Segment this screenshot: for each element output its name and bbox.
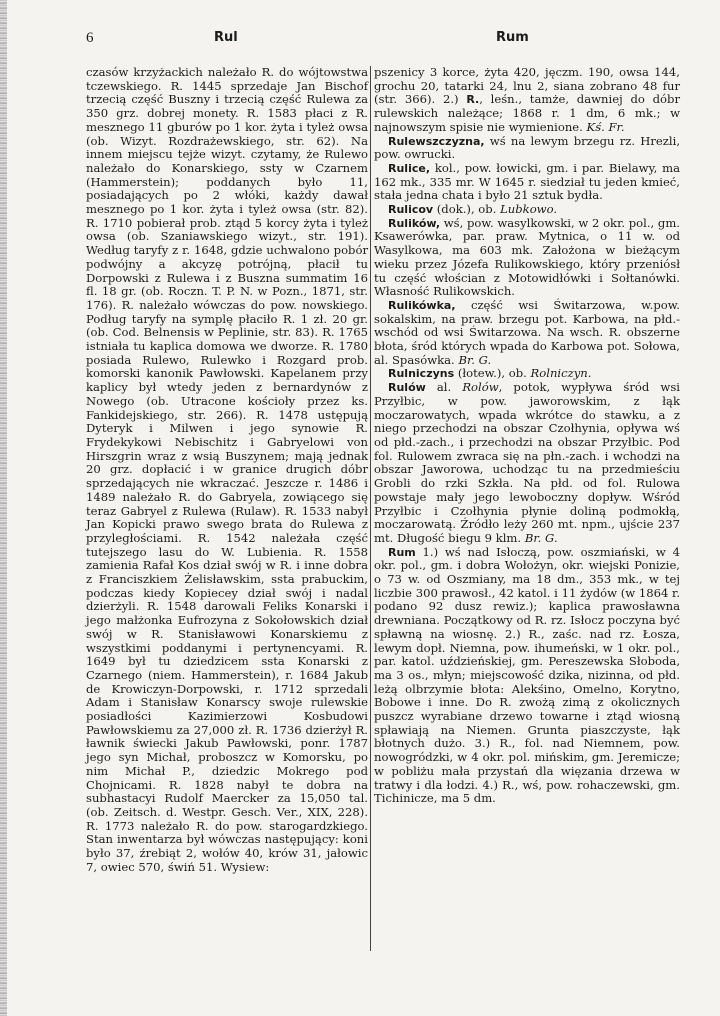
entry-rulewszczyzna bbox=[374, 135, 680, 162]
headword: Rulice, bbox=[388, 161, 431, 175]
author-signature: Br. G. bbox=[458, 352, 492, 367]
headword: R. bbox=[466, 93, 480, 107]
entry-text: kol., pow. łowicki, gm. i par. Bielawy, ma 162 mk., 335 mr. W 1645 r. siedział tu jeden kmieć, stała jedna chata i było 21 sztuk bydła. bbox=[374, 160, 680, 203]
left-column-text: czasów krzyżackich należało R. do wójtowstwa tczewskiego. R. 1445 sprzedaje Jan Bischof trzecią część Buszny i trzecią część Rulewa za 350 grz. dobrej monety. R. 1583 płaci z R. mesznego 11 gburów po 1 kor. żyta i tyleż owsa (ob. Wizyt. Rozdrażewskiego, str. 62). Na innem miejscu tejże wizyt. czytamy, że Rulewo należało do Konarskiego, ssty w Czarnem (Hammerstein); poddanych było 11, posiadających po 2 włóki, każdy dawał mesznego po 1 kor. żyta i tyleż owsa (str. 82). R. 1710 pobierał prob. ztąd 5 korcy żyta i tyleż owsa (ob. Szaniawskiego wizyt., str. 191). Według taryfy z r. 1648, gdzie uchwalono pobór podwójny a akcyzę potrójną, płacił tu Dorpowski z Rulewa i z Buszna summatim 16 fl. 18 gr. (ob. Roczn. T. P. N. w Pozn., 1871, str. 176). R. należało wówczas do pow. nowskiego. Podług taryfy na symplę płaciło R. 1 zł. 20 gr. (ob. Cod. Belnensis w Peplinie, str. 83). R. 1765 istniała tu kaplica domowa we dworze. R. 1780 posiada Rulewo, Rulewko i Rozgard prob. komorski kanonik Pawłowski. Kapelanem przy kaplicy był wtedy jeden z bernardynów z Nowego (ob. Utracone kościoły przez ks. Fankidejskiego, str. 266). R. 1478 ustępują Dyteryk i Milwen i jego synowie R. Frydekykowi Nebischitz i Gabryelowi von Hirszgrin wraz z wsią Buszynem; mają jednak 20 grz. dopłacić i w granice drugich dóbr sprzedających nie wkraczać. Jeszcze r. 1486 i 1489 należało R. do Gabryela, zowiącego się teraz Gabryel z Rulewa (Rulaw). R. 1533 nabył Jan Kopicki prawo swego brata do Rulewa z przyległościami. R. 1542 należała część tutejszego lasu do W. Lubienia. R. 1558 zamienia Rafał Kos dział swój w R. i inne dobra z Franciszkiem Żelisławskim, ssta prabuckim, podczas kiedy Kopiecey dział swój i nadal dzierżyli. R. 1548 darowali Feliks Konarski i jego małżonka Eufrozyna z Sokołowskich dział swój w R. Stanisławowi Konarskiemu z wszystkimi poddanymi i pertynencyami. R. 1649 był tu dziedzicem ssta Konarski z Czarnego (niem. Hammerstein), r. 1684 Jakub de Krowiczyn-Dorpowski, r. 1712 sprzedali Adam i Stanisław Konarscy swoje rulewskie posiadłości Kazimierzowi Kosbudowi Pawłowskiemu za 27,000 zł. R. 1736 dzierżył R. ławnik świecki Jakub Pawłowski, ponr. 1787 jego syn Michał, proboszcz w Komorsku, po nim Michał P., dziedzic Mokrego pod Chojnicami. R. 1828 nabył te dobra na subhastacyi Rudolf Maercker za 15,050 tal. (ob. Zeitsch. d. Westpr. Gesch. Ver., XIX, 228). R. 1773 należało R. do pow. starogardzkiego. Stan inwentarza był wówczas następujący: koni było 37, źrebiąt 2, wołów 40, krów 31, jałowic 7, owiec 570, świń 51. Wysiew: bbox=[86, 65, 368, 874]
entry-text: 1.) wś nad Isłoczą, pow. oszmiański, w 4 okr. pol., gm. i dobra Wołożyn, okr. wiejski Ponizie, o 73 w. od Oszmiany, ma 18 dm., 353 mk., w tej liczbie 300 prawosł., 42 katol. i 11 żydów (w 1864 r. podano 92 dusz rewiz.); kaplica prawosławna drewniana. Początkowy od R. rz. Isłocz poczyna być spławną na wiosnę. 2.) R., zaśc. nad rz. Łosza, lewym dopł. Niemna, pow. ihumeński, w 1 okr. pol., par. katol. uździeńskiej, gm. Pereszewska Słoboda, ma 3 os., młyn; miejscowość dzika, nizinna, od płd. leżą olbrzymie błota: Alekśino, Omelno, Korytno, Bobowe i inne. Do R. zwożą zimą z okolicznych puszcz wyrabiane drzewo towarne i ztąd wiosną spławiają na Niemen. Grunta piaszczyste, łąk błotnych dużo. 3.) R., fol. nad Niemnem, pow. nowogródzki, w 4 okr. pol. mińskim, gm. Jeremicze; w pobliżu mała przystań dla więzania drzewa w tratwy i dla łodzi. 4.) R., wś, pow. rohaczewski, gm. Tichinicze, ma 5 dm. bbox=[374, 544, 680, 806]
cross-reference: Lubkowo. bbox=[500, 202, 558, 217]
headword: Rulików, bbox=[388, 216, 441, 230]
right-running-head: Rum bbox=[496, 30, 529, 45]
headword: Rulów bbox=[388, 381, 426, 395]
cross-reference: Rolniczyn. bbox=[530, 366, 592, 381]
headword: Rum bbox=[388, 545, 416, 559]
right-column bbox=[374, 66, 680, 806]
entry-text: część wsi Świtarzowa, w.pow. sokalskim, na praw. brzegu pot. Karbowa, na płd.-wschód od wsi Świtarzowa. Na wsch. R. obszerne błota, śród których wpada do Karbowa pot. Sołowa, al. Spasówka. bbox=[374, 297, 680, 367]
entry-text: , potok, wypływa śród wsi Przyłbic, w pow. jaworowskim, z łąk moczarowatych, wpada wkrótce do stawku, a z niego przechodzi na obszar Czołhynia, opływa wś od płd.-zach., i przechodzi na obszar Przyłbic. Pod fol. Rulowem zwraca się na płn.-zach. i wchodzi na obszar Jaworowa, uchodząc tu na przedmieściu Grobli do rzki Szkła. Na płd. od fol. Rulowa powstaje mały jego lewoboczny dopływ. Wśród Przyłbic i Czołhynia płynie doliną podmokłą, moczarowatą. Źródło leży 260 mt. npm., ujście 237 mt. Długość biegu 9 klm. bbox=[374, 380, 680, 545]
continued-text: pszenicy 3 korce, żyta 420, jęczm. 190, owsa 144, grochu 20, tatarki 24, lnu 2, siana zobrano 48 fur (str. 366). 2.) bbox=[374, 65, 680, 107]
entry-text: al. bbox=[425, 380, 463, 395]
left-running-head: Rul bbox=[214, 30, 238, 45]
headword: Rulicov bbox=[388, 203, 434, 217]
headword: Rulikówka, bbox=[388, 298, 456, 312]
page-header bbox=[0, 30, 720, 50]
entry-rulicov bbox=[374, 203, 680, 217]
continued-text: , leśn., tamże, dawniej do dóbr rulewskich należące; 1868 r. 1 dm, 6 mk.; w najnowszym spisie nie wymienione. bbox=[374, 92, 680, 134]
entry-rulow bbox=[374, 381, 680, 545]
left-column bbox=[86, 66, 368, 874]
continued-entry bbox=[374, 66, 680, 135]
entry-rulikowka bbox=[374, 299, 680, 368]
entry-rum bbox=[374, 546, 680, 806]
entry-rulniczyns bbox=[374, 367, 680, 381]
entry-rulikow bbox=[374, 217, 680, 299]
entry-rulice bbox=[374, 162, 680, 203]
entry-text: wś, pow. wasylkowski, w 2 okr. pol., gm. Ksawerówka, par. praw. Mytnica, o 11 w. od Wasylkowa, ma 603 mk. Założona w bieżącym wieku przez Józefa Rulikowskiego, który przeniósł tu część włościan z Motowidłówki i Sołtanówki. Własność Rulikowskich. bbox=[374, 215, 680, 299]
scan-binding-edge bbox=[0, 0, 7, 1016]
page-number: 6 bbox=[86, 30, 94, 46]
entry-text: (łotew.), ob. bbox=[454, 366, 531, 381]
cross-reference: Rolów bbox=[462, 380, 499, 395]
entry-text: wś na lewym brzegu rz. Hrezli, pow. owrucki. bbox=[374, 133, 680, 162]
author-signature: Br. G. bbox=[524, 530, 558, 545]
headword: Rulewszczyzna, bbox=[388, 134, 485, 148]
entry-text: (dok.), ob. bbox=[433, 202, 501, 217]
author-signature: Kś. Fr. bbox=[586, 119, 625, 134]
headword: Rulniczyns bbox=[388, 367, 455, 381]
column-rule bbox=[370, 66, 371, 951]
